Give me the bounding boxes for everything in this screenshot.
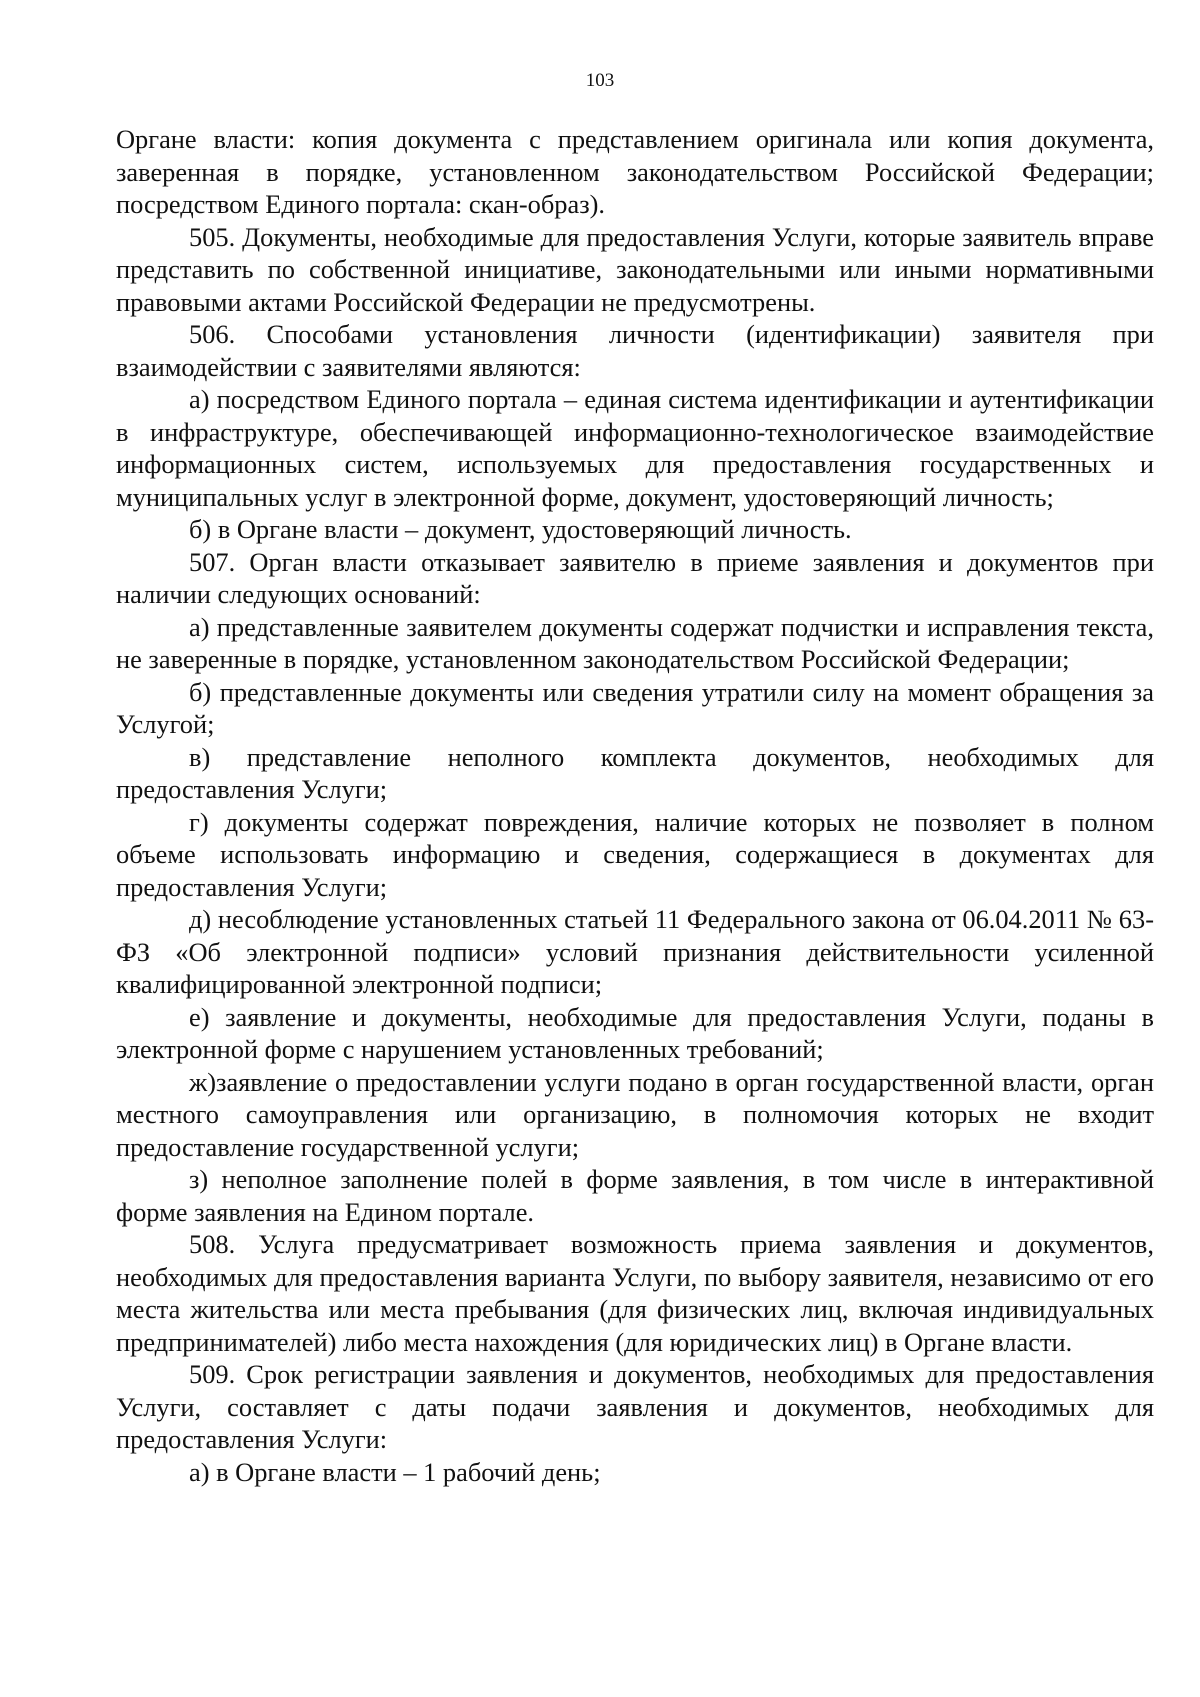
paragraph: 506. Способами установления личности (идентификации) заявителя при взаимодействии с заявителями являются: [116,319,1154,382]
list-item: б) представленные документы или сведения утратили силу на момент обращения за Услугой; [116,676,1154,739]
page-number: 103 [585,70,615,91]
list-item: г) документы содержат повреждения, наличие которых не позволяет в полном объеме использовать информацию и сведения, содержащиеся в документах для предоставления Услуги; [116,806,1154,902]
list-item: в) представление неполного комплекта документов, необходимых для предоставления Услуги; [116,741,1154,804]
paragraph: 507. Орган власти отказывает заявителю в приеме заявления и документов при наличии следующих оснований: [116,546,1154,609]
document-body [116,123,1154,1488]
paragraph: 509. Срок регистрации заявления и документов, необходимых для предоставления Услуги, составляет с даты подачи заявления и документов, необходимых для предоставления Услуги: [116,1359,1154,1454]
paragraph: 508. Услуга предусматривает возможность приема заявления и документов, необходимых для предоставления варианта Услуги, по выбору заявителя, независимо от его места жительства или места пребывания (для физических лиц, включая индивидуальных предпринимателей) либо места нахождения (для юридических лиц) в Органе власти. [116,1229,1154,1357]
list-item: а) представленные заявителем документы содержат подчистки и исправления текста, не заверенные в порядке, установленном законодательством Российской Федерации; [116,611,1154,674]
paragraph: 505. Документы, необходимые для предоставления Услуги, которые заявитель вправе представить по собственной инициативе, законодательными или иными нормативными правовыми актами Российской Федерации не предусмотрены. [116,221,1154,317]
list-item: д) несоблюдение установленных статьей 11 Федерального закона от 06.04.2011 № 63-ФЗ «Об электронной подписи» условий признания действительности усиленной квалифицированной электронной подписи; [116,904,1154,999]
list-item: а) в Органе власти – 1 рабочий день; [189,1456,601,1487]
list-item: е) заявление и документы, необходимые для предоставления Услуги, поданы в электронной форме с нарушением установленных требований; [116,1001,1154,1064]
list-item: ж)заявление о предоставлении услуги подано в орган государственной власти, орган местного самоуправления или организацию, в полномочия которых не входит предоставление государственной услуги; [116,1066,1154,1162]
list-item: а) посредством Единого портала – единая система идентификации и аутентификации в инфраструктуре, обеспечивающей информационно-технологическое взаимодействие информационных систем, используемых для предоставления государственных и муниципальных услуг в электронной форме, документ, удостоверяющий личность; [116,384,1154,512]
list-item: б) в Органе власти – документ, удостоверяющий личность. [189,514,852,544]
paragraph: Органе власти: копия документа с представлением оригинала или копия документа, заверенная в порядке, установленном законодательством Российской Федерации; посредством Единого портала: скан-образ). [116,124,1154,219]
list-item: з) неполное заполнение полей в форме заявления, в том числе в интерактивной форме заявления на Едином портале. [116,1164,1154,1227]
